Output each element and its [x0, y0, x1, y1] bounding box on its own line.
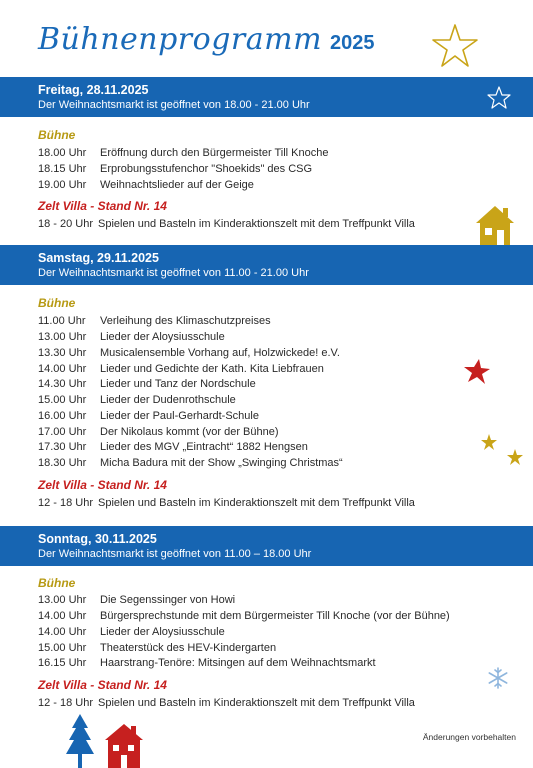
- day-band-friday: [0, 77, 533, 117]
- list-item: 13.00 Uhr Die Segenssinger von Howi: [38, 594, 236, 606]
- list-item: 14.30 Uhr Lieder und Tanz der Nordschule: [38, 378, 256, 390]
- zelt-heading: Zelt Villa - Stand Nr. 14: [38, 678, 167, 692]
- footer-note: Änderungen vorbehalten: [422, 732, 516, 742]
- list-item: 18.15 Uhr Erprobungsstufenchor "Shoekids" des CSG: [38, 163, 313, 175]
- zelt-heading: Zelt Villa - Stand Nr. 14: [38, 478, 167, 492]
- title-script: Bühnenprogramm: [38, 22, 323, 57]
- list-item: 18.30 Uhr Micha Badura mit der Show „Swinging Christmas“: [38, 457, 343, 469]
- red-house-icon: [104, 724, 144, 768]
- list-item: 17.00 Uhr Der Nikolaus kommt (vor der Bühne): [38, 426, 279, 438]
- star-outline-white-icon: [486, 85, 512, 111]
- opening-hours: Der Weihnachtsmarkt ist geöffnet von 11.00 - 21.00 Uhr: [38, 267, 309, 279]
- list-item: 18 - 20 Uhr Spielen und Basteln im Kinderaktionszelt mit dem Treffpunkt Villa: [38, 218, 415, 230]
- list-item: 12 - 18 Uhr Spielen und Basteln im Kinderaktionszelt mit dem Treffpunkt Villa: [38, 697, 415, 709]
- list-item: 17.30 Uhr Lieder des MGV „Eintracht“ 1882 Hengsen: [38, 441, 308, 453]
- list-item: 11.00 Uhr Verleihung des Klimaschutzpreises: [38, 315, 271, 327]
- list-item: 15.00 Uhr Lieder der Dudenrothschule: [38, 394, 236, 406]
- title-year: 2025: [330, 32, 375, 54]
- star-gold-icon: [506, 448, 524, 466]
- day-heading: Sonntag, 30.11.2025: [38, 532, 157, 546]
- day-band-saturday: [0, 245, 533, 285]
- opening-hours: Der Weihnachtsmarkt ist geöffnet von 11.00 – 18.00 Uhr: [38, 548, 312, 560]
- day-heading: Freitag, 28.11.2025: [38, 83, 149, 97]
- opening-hours: Der Weihnachtsmarkt ist geöffnet von 18.00 - 21.00 Uhr: [38, 99, 310, 111]
- list-item: 16.15 Uhr Haarstrang-Tenöre: Mitsingen auf dem Weihnachtsmarkt: [38, 657, 376, 669]
- list-item: 13.00 Uhr Lieder der Aloysiusschule: [38, 331, 225, 343]
- list-item: 16.00 Uhr Lieder der Paul-Gerhardt-Schule: [38, 410, 259, 422]
- page-title: [38, 22, 375, 57]
- zelt-heading: Zelt Villa - Stand Nr. 14: [38, 199, 167, 213]
- list-item: 12 - 18 Uhr Spielen und Basteln im Kinderaktionszelt mit dem Treffpunkt Villa: [38, 497, 415, 509]
- house-icon: [474, 204, 516, 246]
- star-red-icon: [462, 357, 492, 387]
- list-item: 14.00 Uhr Lieder der Aloysiusschule: [38, 626, 225, 638]
- list-item: 19.00 Uhr Weihnachtslieder auf der Geige: [38, 179, 254, 191]
- list-item: 18.00 Uhr Eröffnung durch den Bürgermeister Till Knoche: [38, 147, 329, 159]
- day-band-sunday: [0, 526, 533, 566]
- star-outline-icon: [430, 22, 480, 70]
- day-heading: Samstag, 29.11.2025: [38, 251, 159, 265]
- star-gold-icon: [480, 433, 498, 451]
- snowflake-icon: [487, 667, 509, 689]
- stage-heading: Bühne: [38, 576, 76, 590]
- stage-heading: Bühne: [38, 296, 76, 310]
- tree-icon: [64, 714, 96, 768]
- list-item: 13.30 Uhr Musicalensemble Vorhang auf, Holzwickede! e.V.: [38, 347, 340, 359]
- stage-heading: Bühne: [38, 128, 76, 142]
- list-item: 15.00 Uhr Theaterstück des HEV-Kindergarten: [38, 642, 277, 654]
- list-item: 14.00 Uhr Bürgersprechstunde mit dem Bürgermeister Till Knoche (vor der Bühne): [38, 610, 450, 622]
- list-item: 14.00 Uhr Lieder und Gedichte der Kath. Kita Liebfrauen: [38, 363, 324, 375]
